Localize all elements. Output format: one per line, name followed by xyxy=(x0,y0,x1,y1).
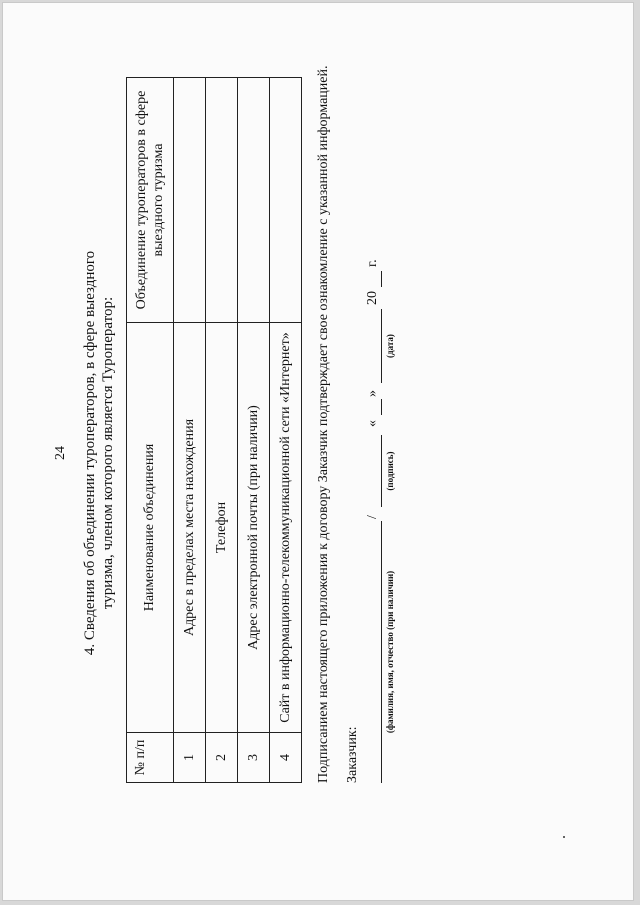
row-value xyxy=(238,78,270,323)
quote-open: « xyxy=(365,420,380,427)
date-caption: (дата) xyxy=(385,334,395,358)
table-header-row xyxy=(127,78,174,783)
table-row xyxy=(206,78,238,783)
row-number: 2 xyxy=(206,733,238,783)
slash-separator: / xyxy=(365,515,380,519)
row-label: Сайт в информационно-телекоммуникационной сети «Интернет» xyxy=(270,323,302,733)
signature-caption: (подпись) xyxy=(385,451,395,491)
document-page xyxy=(2,2,634,901)
row-number: 3 xyxy=(238,733,270,783)
customer-label: Заказчик: xyxy=(345,726,360,783)
association-info-table xyxy=(126,77,302,783)
rotated-content xyxy=(23,23,623,883)
year-line xyxy=(381,271,382,287)
table-row xyxy=(270,78,302,783)
quote-close: » xyxy=(365,390,380,397)
signature-block xyxy=(341,43,401,783)
scan-speck xyxy=(563,836,565,838)
row-label: Телефон xyxy=(206,323,238,733)
section-title xyxy=(81,183,117,723)
row-value xyxy=(206,78,238,323)
name-caption: (фамилия, имя, отчество (при наличии) xyxy=(385,570,395,734)
page-number: 24 xyxy=(53,446,68,460)
month-line xyxy=(381,309,382,383)
year-suffix: г. xyxy=(365,259,380,267)
name-line xyxy=(381,521,382,783)
day-line xyxy=(381,399,382,415)
row-number: 4 xyxy=(270,733,302,783)
row-number: 1 xyxy=(174,733,206,783)
section-title-line2: туризма, членом которого является Туроператор: xyxy=(100,296,116,610)
signature-line xyxy=(381,435,382,507)
header-association: Объединение туроператоров в сфере выездного туризма xyxy=(127,78,174,323)
confirmation-text: Подписанием настоящего приложения к договору Заказчик подтверждает свое ознакомление с указанной информацией. xyxy=(316,65,331,783)
year-prefix: 20 xyxy=(365,291,380,305)
table-row xyxy=(238,78,270,783)
row-label: Адрес в пределах места нахождения xyxy=(174,323,206,733)
row-label: Адрес электронной почты (при наличии) xyxy=(238,323,270,733)
section-title-line1: 4. Сведения об объединении туроператоров, в сфере выездного xyxy=(82,250,98,656)
header-number: № п/п xyxy=(127,733,174,783)
row-value xyxy=(174,78,206,323)
row-value xyxy=(270,78,302,323)
header-name: Наименование объединения xyxy=(127,323,174,733)
table-row xyxy=(174,78,206,783)
